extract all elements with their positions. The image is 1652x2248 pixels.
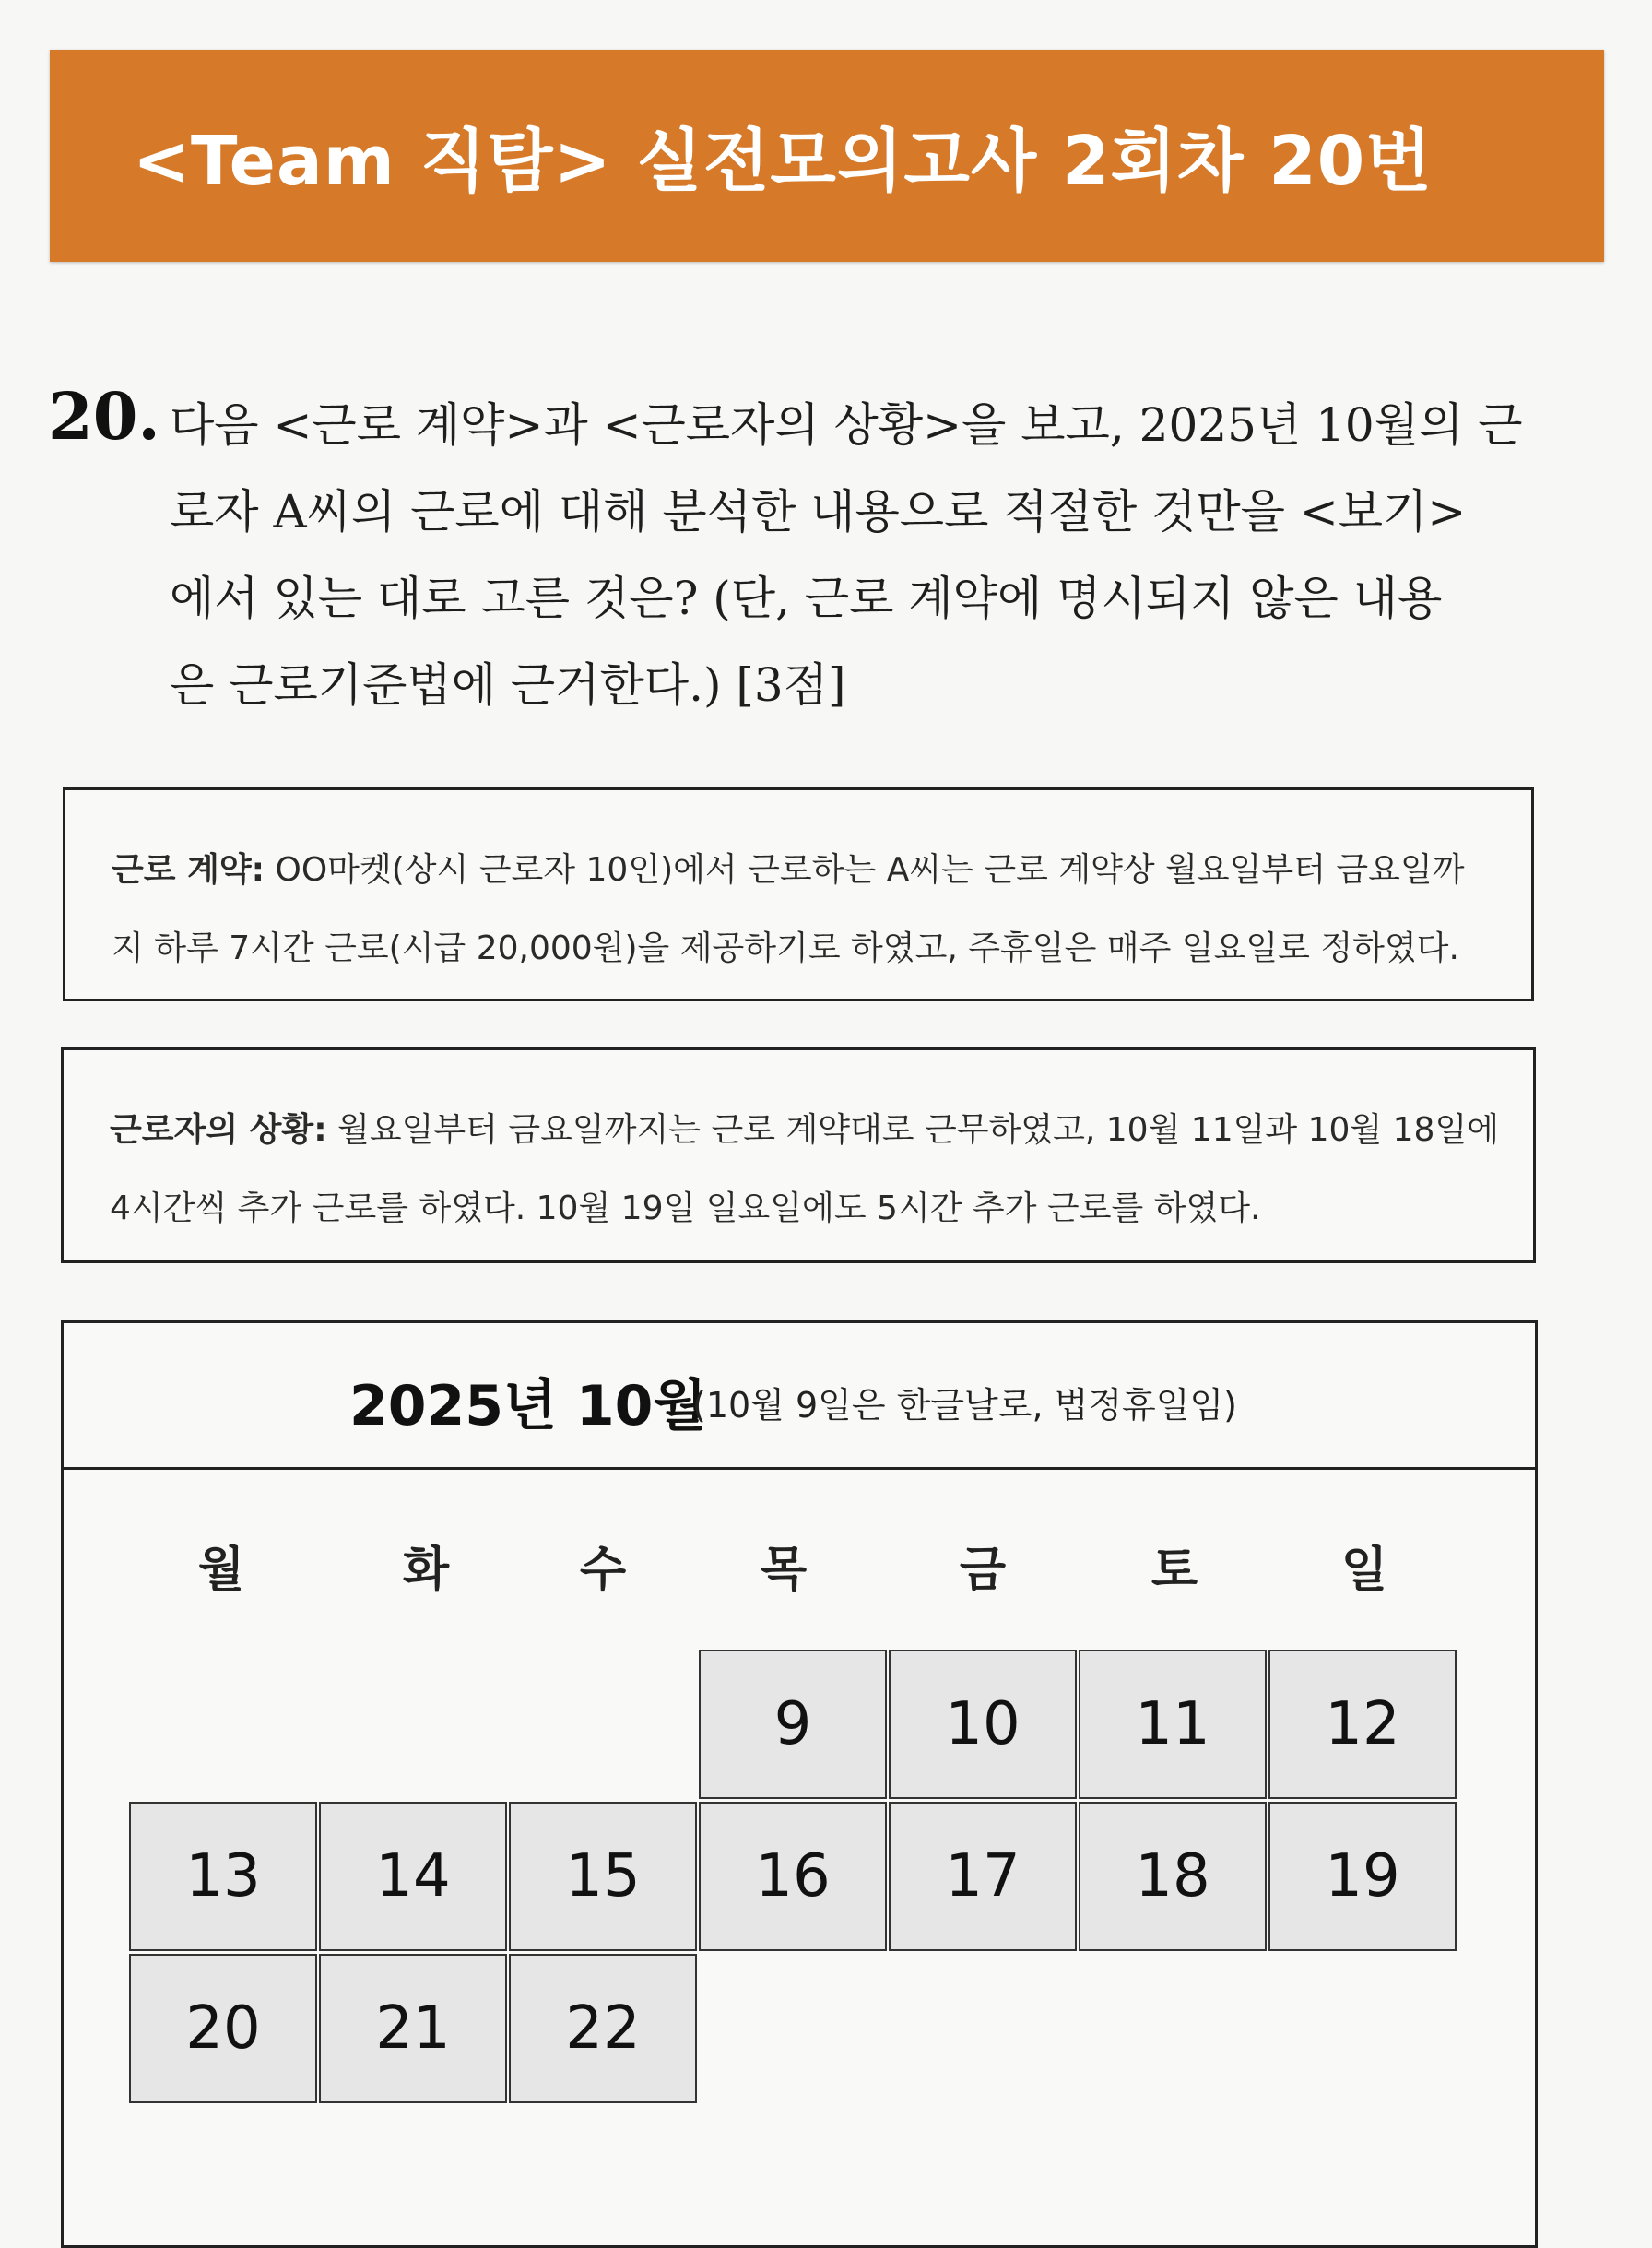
situation-box [61,1047,1536,1263]
question-text [170,382,1571,728]
situation-line: 월요일부터 금요일까지는 근로 계약대로 근무하였고, 10월 11일과 10월 18일에 [326,1111,1499,1149]
calendar-day-cell: 17 [889,1802,1077,1951]
calendar-day-cell: 9 [699,1650,887,1799]
weekday-tue: 화 [402,1543,450,1598]
weekday-fri: 금 [959,1543,1007,1598]
calendar-header [64,1323,1535,1470]
calendar-title: 2025년 10월 [349,1374,707,1438]
question-line: 은 근로기준법에 근거한다.) [3점] [170,658,846,712]
calendar-day-cell: 12 [1268,1650,1457,1799]
question-number: 20. [48,378,160,455]
weekday-sun: 일 [1340,1543,1388,1598]
contract-line: 지 하루 7시간 근로(시급 20,000원)을 제공하기로 하였고, 주휴일은 매주 일요일로 정하였다. [112,929,1459,967]
calendar-day-cell: 10 [889,1650,1077,1799]
calendar-day-cell: 20 [129,1954,317,2103]
banner-title: <Team 직탐> 실전모의고사 2회차 20번 [133,122,1433,201]
calendar-day-cell: 18 [1079,1802,1267,1951]
contract-text [112,831,1465,988]
contract-label: 근로 계약: [112,851,266,889]
calendar-note: (10월 9일은 한글날로, 법정휴일임) [692,1385,1237,1426]
contract-line: OO마켓(상시 근로자 10인)에서 근로하는 A씨는 근로 계약상 월요일부터 금요일까 [265,851,1465,889]
calendar-day-cell: 14 [319,1802,507,1951]
situation-label: 근로자의 상황: [110,1111,327,1149]
weekday-thu: 목 [760,1543,808,1598]
question-line: 다음 <근로 계약>과 <근로자의 상황>을 보고, 2025년 10월의 근 [170,398,1523,452]
question-line: 로자 A씨의 근로에 대해 분석한 내용으로 적절한 것만을 <보기> [170,485,1467,538]
situation-text [110,1091,1499,1248]
calendar-day-cell: 19 [1268,1802,1457,1951]
calendar-day-cell: 13 [129,1802,317,1951]
calendar-day-cell: 21 [319,1954,507,2103]
weekday-wed: 수 [579,1543,627,1598]
calendar-day-cell: 22 [509,1954,697,2103]
calendar-day-cell: 16 [699,1802,887,1951]
question-line: 에서 있는 대로 고른 것은? (단, 근로 계약에 명시되지 않은 내용 [170,572,1443,625]
calendar-day-cell: 15 [509,1802,697,1951]
contract-box [63,787,1534,1001]
situation-line: 4시간씩 추가 근로를 하였다. 10월 19일 일요일에도 5시간 추가 근로를 하였다. [110,1189,1261,1227]
calendar-day-cell: 11 [1079,1650,1267,1799]
weekday-sat: 토 [1150,1543,1198,1598]
weekday-mon: 월 [197,1543,245,1598]
